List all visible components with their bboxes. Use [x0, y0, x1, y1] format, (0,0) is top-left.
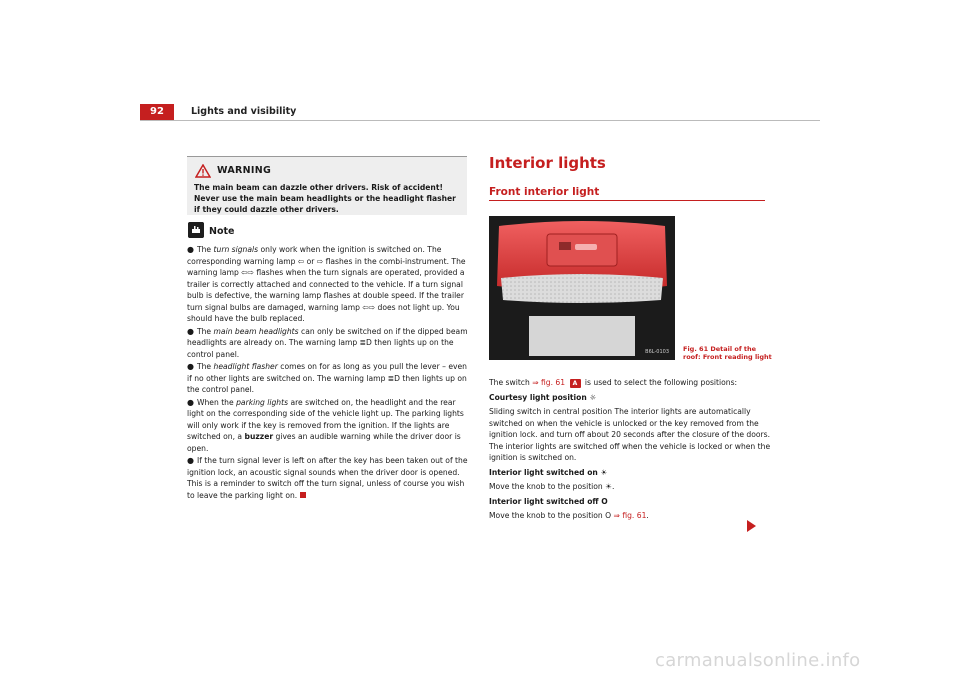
body-text [489, 377, 771, 525]
note-item: ● If the turn signal lever is left on after the key has been taken out of the ignition lock, an acoustic signal sounds when the driver door is opened. This is a reminder to switch off the turn signal, unless of course you wish to leave the parking light on. [187, 456, 468, 500]
courtesy-light-icon: ☼ [589, 392, 597, 402]
page-number: 92 [140, 104, 174, 120]
courtesy-heading: Courtesy light position ☼ [489, 392, 597, 402]
intro-paragraph: The switch ⇒ fig. 61 A is used to select the following positions: [489, 378, 738, 387]
note-hand-icon [188, 222, 204, 238]
subsection-title: Front interior light [489, 186, 600, 198]
interior-light-icon: ☀ [600, 467, 608, 477]
watermark: carmanualsonline.info [655, 650, 861, 671]
front-reading-light-image [489, 216, 675, 360]
note-item: ● The headlight flasher comes on for as long as you pull the lever – even if no other lights are switched on. The warning lamp ≣D then lights up on the control panel. [187, 362, 467, 394]
interior-light-icon: ☀ [605, 482, 612, 491]
section-title: Interior lights [489, 154, 606, 172]
note-list [187, 244, 468, 502]
on-heading: Interior light switched on ☀ [489, 467, 608, 477]
bullet-icon: ● [187, 245, 194, 254]
warning-title: WARNING [217, 165, 272, 176]
running-header: Lights and visibility [191, 106, 297, 117]
warning-triangle-icon [195, 164, 211, 178]
figure-caption: Fig. 61 Detail of the roof: Front reading light [683, 345, 772, 361]
bullet-icon: ● [187, 326, 194, 336]
callout-a-badge: A [570, 379, 581, 388]
note-item: ● The turn signals only work when the ignition is switched on. The corresponding warning lamp ⇦ or ⇨ flashes in the combi-instrument. The warning lamp ⇦⇨ flashes when the turn signals are operated, provided a trailer is correctly attached and connected to the vehicle. If a turn signal bulb is defective, the warning lamp flashes at double speed. If the trailer turn signal bulbs are damaged, warning lamp ⇦⇨ does not light up. You should have the bulb replaced. [187, 245, 466, 323]
on-text: Move the knob to the position ☀. [489, 482, 615, 491]
figure-reference-link[interactable]: ⇒ fig. 61 [613, 511, 647, 520]
subsection-rule [489, 200, 765, 201]
figure-code: B6L-0103 [645, 349, 669, 355]
note-title: Note [209, 226, 235, 237]
header-rule [140, 120, 820, 121]
section-end-icon [300, 492, 306, 498]
bullet-icon: ● [187, 456, 194, 465]
figure-reference-link[interactable]: ⇒ fig. 61 [532, 378, 566, 387]
warning-box [187, 156, 467, 215]
warning-text: The main beam can dazzle other drivers. Risk of accident! Never use the main beam headlights or the headlight flasher if they could dazzle other drivers. [194, 183, 456, 214]
note-item: ● When the parking lights are switched on, the headlight and the rear light on the corresponding side of the vehicle light up. The parking lights will only work if the key is removed from the ignition. If the lights are switched on, a buzzer gives an audible warning while the driver door is open. [187, 397, 464, 453]
off-text: Move the knob to the position O ⇒ fig. 61. [489, 511, 649, 520]
off-heading: Interior light switched off O [489, 496, 608, 506]
note-item: ● The main beam headlights can only be switched on if the dipped beam headlights are already on. The warning lamp ≣D then lights up on the control panel. [187, 326, 468, 359]
bullet-icon: ● [187, 362, 194, 371]
figure-61 [489, 216, 675, 360]
courtesy-text: Sliding switch in central position The interior lights are automatically switched on when the vehicle is unlocked or the key removed from the ignition lock. and turn off about 20 seconds after the closure of the doors. The interior lights are switched off when the vehicle is locked or when the ignition is switched on. [489, 407, 771, 462]
continue-arrow-icon [747, 520, 756, 532]
bullet-icon: ● [187, 397, 194, 407]
